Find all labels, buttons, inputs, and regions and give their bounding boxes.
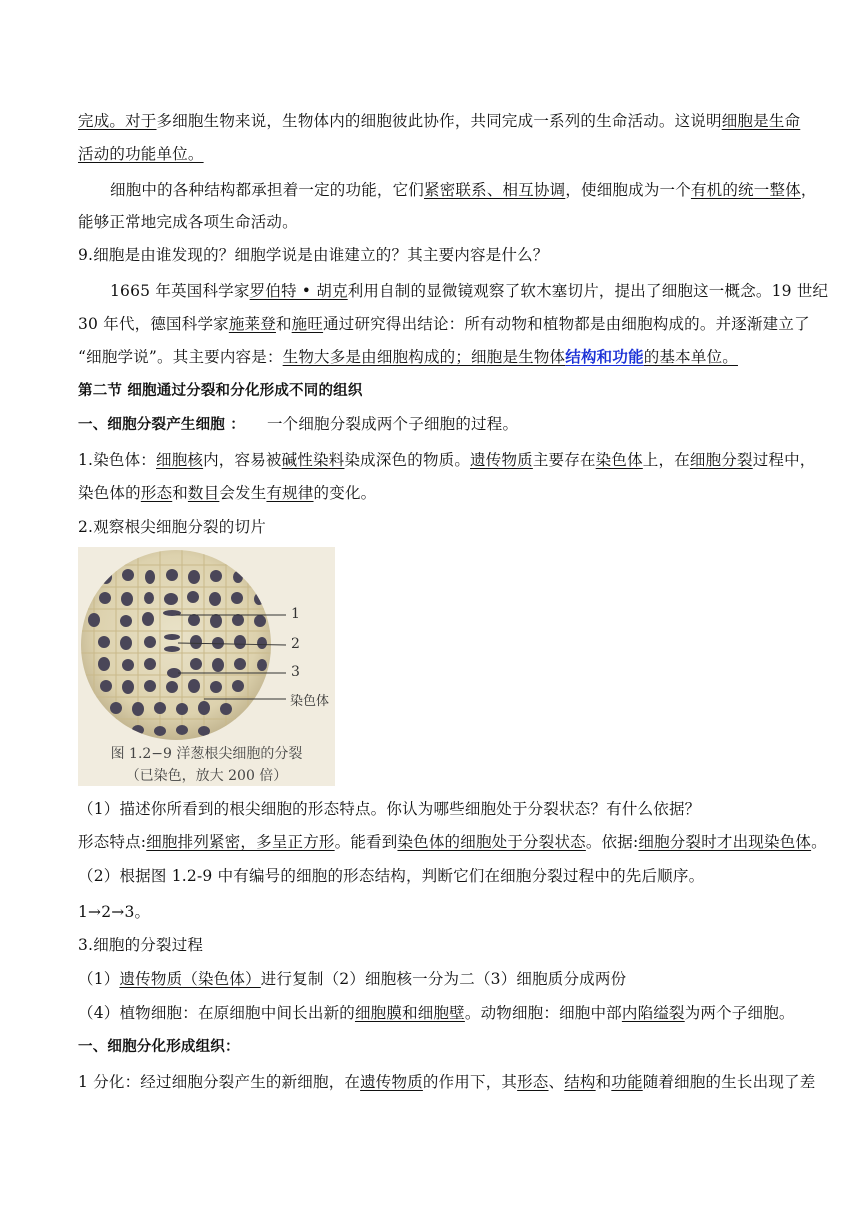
text-run: “细胞学说”。其主要内容是： bbox=[78, 348, 283, 366]
text-run: 第二节 细胞通过分裂和分化形成不同的组织 bbox=[78, 383, 363, 399]
text-run: 随着细胞的生长出现了差 bbox=[642, 1073, 816, 1091]
text-run: 染色体 bbox=[595, 451, 643, 469]
text-run: 。 bbox=[811, 833, 827, 851]
text-run: 内，容易被 bbox=[203, 451, 282, 469]
figure-label-3: 3 bbox=[291, 664, 300, 680]
text-run: 3.细胞的分裂过程 bbox=[78, 936, 204, 954]
text-run: ，使细胞成为一个 bbox=[565, 181, 691, 199]
figure-label-1: 1 bbox=[291, 606, 300, 622]
text-run: 结构 bbox=[564, 1073, 596, 1091]
paragraph-line bbox=[78, 866, 788, 886]
text-run: 的基本单位。 bbox=[643, 348, 738, 366]
text-run: 有规律 bbox=[266, 484, 314, 502]
paragraph-line bbox=[110, 180, 817, 200]
text-run: 能够正常地完成各项生命活动。 bbox=[78, 213, 298, 231]
text-run: 1.染色体： bbox=[78, 451, 156, 469]
text-run: 遗传物质 bbox=[360, 1073, 423, 1091]
text-run: 数目 bbox=[187, 484, 220, 502]
text-run: 30 年代，德国科学家 bbox=[78, 315, 229, 333]
text-run: 、 bbox=[548, 1073, 565, 1091]
paragraph-line bbox=[78, 450, 816, 470]
paragraph-line bbox=[78, 1072, 816, 1092]
paragraph-line bbox=[110, 281, 829, 301]
text-run: 1 分化：经过细胞分裂产生的新细胞，在 bbox=[78, 1073, 361, 1091]
paragraph-line bbox=[78, 935, 788, 955]
text-run: 内陷缢裂 bbox=[621, 1004, 685, 1022]
paragraph-line bbox=[78, 1003, 795, 1023]
micrograph-figure bbox=[78, 547, 335, 786]
text-run: 遗传物质（染色体） bbox=[119, 970, 261, 988]
text-run: 细胞分裂 bbox=[689, 451, 753, 469]
text-run: 紧密联系、相互协调 bbox=[424, 181, 566, 199]
text-run: 染色体的 bbox=[78, 484, 141, 502]
text-run: 细胞分裂时才出现染色体 bbox=[638, 833, 812, 851]
paragraph-line bbox=[78, 483, 788, 503]
paragraph-line bbox=[78, 347, 788, 367]
paragraph-line bbox=[78, 832, 827, 852]
text-run: 利用自制的显微镜观察了软木塞切片，提出了细胞这一概念。19 世纪 bbox=[347, 282, 829, 300]
text-run: （1） bbox=[78, 970, 120, 988]
paragraph-line bbox=[78, 799, 788, 819]
text-run: 形态 bbox=[140, 484, 173, 502]
text-run: 会发生 bbox=[219, 484, 267, 502]
text-run: 。能看到 bbox=[334, 833, 398, 851]
text-run: 碱性染料 bbox=[281, 451, 345, 469]
text-run: （4）植物细胞：在原细胞中间长出新的 bbox=[78, 1004, 355, 1022]
question-line bbox=[78, 245, 788, 265]
text-run: 的作用下，其 bbox=[422, 1073, 518, 1091]
text-run: 活动的功能单位。 bbox=[78, 145, 204, 163]
text-run: 上，在 bbox=[642, 451, 690, 469]
text-run: 细胞核 bbox=[156, 451, 204, 469]
paragraph-line bbox=[78, 212, 788, 232]
text-run: 进行复制（2）细胞核一分为二（3）细胞质分成两份 bbox=[260, 970, 627, 988]
text-run: 一个细胞分裂成两个子细胞的过程。 bbox=[266, 415, 519, 433]
figure-label-chromosome: 染色体 bbox=[290, 694, 330, 709]
text-run: 功能 bbox=[611, 1073, 643, 1091]
text-run: 结构和功能 bbox=[565, 347, 644, 366]
text-run: 9.细胞是由谁发现的？细胞学说是由谁建立的？其主要内容是什么？ bbox=[78, 246, 549, 264]
figure-caption-sub: （已染色，放大 200 倍） bbox=[125, 768, 288, 784]
text-run: 一、细胞分化形成组织： bbox=[78, 1039, 240, 1055]
text-run: 通过研究得出结论：所有动物和植物都是由细胞构成的。并逐渐建立了 bbox=[323, 315, 810, 333]
text-run: 多细胞生物来说，生物体内的细胞彼此协作，共同完成一系列的生命活动。这说明 bbox=[156, 112, 722, 130]
text-run: 染色体的细胞处于分裂状态 bbox=[397, 833, 586, 851]
text-run: 细胞是生命 bbox=[721, 112, 801, 130]
text-run: 罗伯特 • 胡克 bbox=[249, 282, 348, 300]
paragraph-line bbox=[78, 517, 788, 537]
text-run: 染成深色的物质。 bbox=[344, 451, 471, 469]
text-run: 细胞排列紧密，多呈正方形 bbox=[146, 833, 335, 851]
text-run: 和 bbox=[595, 1073, 612, 1091]
text-run: 完成。对于 bbox=[78, 112, 157, 130]
text-run: 2.观察根尖细胞分裂的切片 bbox=[78, 518, 266, 536]
text-run: （2）根据图 1.2-9 中有编号的细胞的形态结构，判断它们在细胞分裂过程中的先后顺序。 bbox=[78, 867, 705, 885]
text-run: 主要存在 bbox=[532, 451, 596, 469]
subheading-line bbox=[78, 1037, 788, 1057]
figure-caption: 图 1.2−9 洋葱根尖细胞的分裂 bbox=[110, 746, 303, 762]
text-run: 有机的统一整体 bbox=[690, 181, 801, 199]
text-run: 形态 bbox=[517, 1073, 549, 1091]
text-run: 。动物细胞：细胞中部 bbox=[464, 1004, 622, 1022]
text-run: 1→2→3。 bbox=[78, 903, 151, 921]
paragraph-line bbox=[78, 144, 788, 164]
text-run: 一、细胞分裂产生细胞 ： bbox=[78, 417, 245, 433]
paragraph-line bbox=[78, 111, 801, 131]
text-run: 施旺 bbox=[291, 315, 324, 333]
text-run: 过程中， bbox=[752, 451, 816, 469]
text-run: 的变化。 bbox=[313, 484, 377, 502]
text-run: 施莱登 bbox=[228, 315, 276, 333]
subheading-line bbox=[78, 414, 788, 435]
paragraph-line bbox=[78, 969, 788, 989]
paragraph-line bbox=[78, 314, 810, 334]
text-run: （1）描述你所看到的根尖细胞的形态特点。你认为哪些细胞处于分裂状态？有什么依据？ bbox=[78, 800, 701, 818]
section-heading bbox=[78, 381, 788, 401]
text-run: 细胞中的各种结构都承担着一定的功能，它们 bbox=[110, 181, 425, 199]
text-run: 和 bbox=[172, 484, 188, 502]
text-run: ， bbox=[800, 181, 817, 199]
text-run: 细胞膜和细胞壁 bbox=[354, 1004, 465, 1022]
text-run: 生物大多是由细胞构成的；细胞是生物体 bbox=[282, 348, 566, 366]
figure-label-2: 2 bbox=[291, 636, 300, 652]
text-run: 遗传物质 bbox=[470, 451, 533, 469]
text-run: 。依据: bbox=[585, 833, 639, 851]
text-run: 形态特点: bbox=[78, 833, 147, 851]
paragraph-line bbox=[78, 902, 788, 922]
text-run: 1665 年英国科学家 bbox=[110, 282, 250, 300]
text-run: 为两个子细胞。 bbox=[684, 1004, 795, 1022]
text-run: 和 bbox=[275, 315, 292, 333]
